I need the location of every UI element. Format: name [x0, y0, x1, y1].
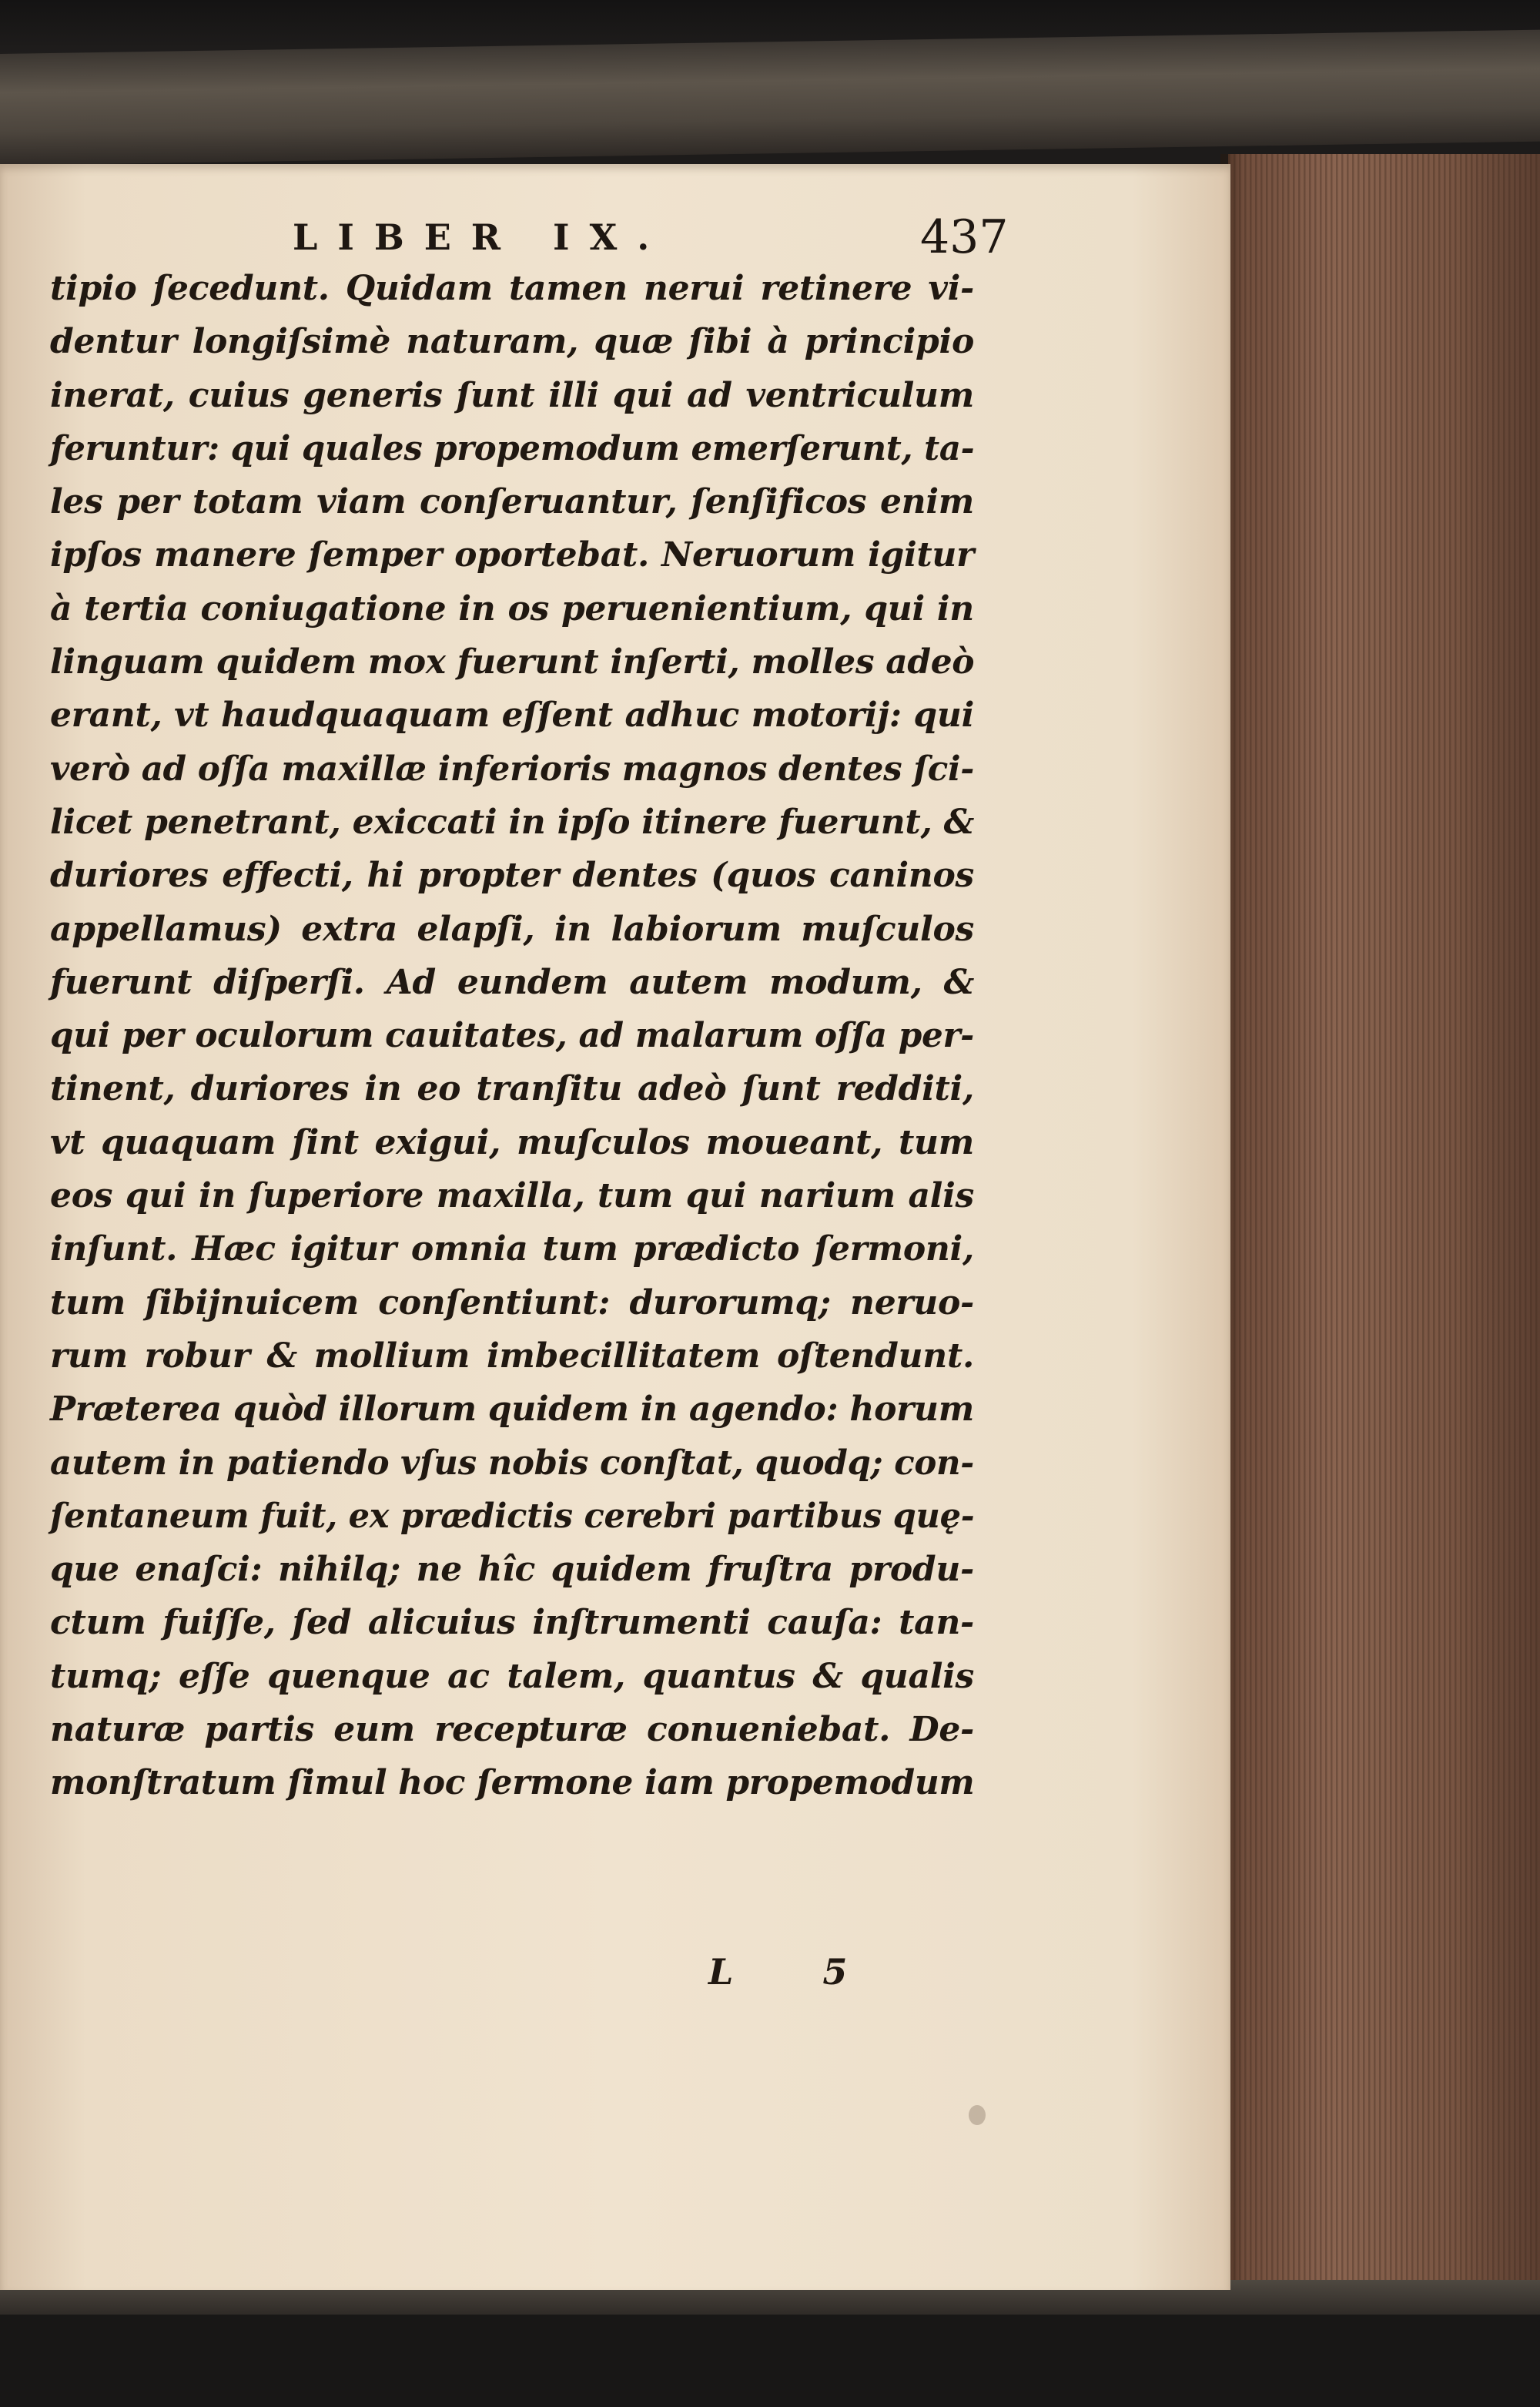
text-line: appellamus) extra elapſi, in labiorum muſculos [50, 909, 974, 949]
text-line: duriores effecti, hi propter dentes (quos caninos [50, 856, 974, 896]
text-line: autem in patiendo vſus nobis conſtat, quodq; con- [50, 1443, 974, 1483]
text-line: tum ſibijnuicem conſentiunt: durorumq; neruo- [50, 1282, 974, 1323]
text-line: inſunt. Hæc igitur omnia tum prædicto ſermoni, [50, 1229, 974, 1269]
text-line: monſtratum ſimul hoc ſermone iam propemodum [50, 1763, 975, 1803]
text-line: à tertia coniugatione in os peruenientium, qui in [50, 588, 974, 629]
book-cover-top-edge [0, 30, 1540, 166]
text-line: eos qui in ſuperiore maxilla, tum qui narium alis [50, 1176, 974, 1216]
text-line: licet penetrant, exiccati in ipſo itinere fuerunt, & [50, 802, 974, 842]
text-line: ſentaneum fuit, ex prædictis cerebri partibus quę- [50, 1496, 975, 1536]
ink-smudge [969, 2105, 986, 2125]
text-line: vt quaquam ſint exigui, muſculos moueant, tum [50, 1122, 974, 1162]
dark-background-bottom [0, 2315, 1540, 2407]
text-line: ipſos manere ſemper oportebat. Neruorum igitur [50, 535, 974, 575]
text-line: tumq; eſſe quenque ac talem, quantus & qualis [50, 1656, 974, 1696]
text-line: les per totam viam conſeruantur, ſenſificos enim [50, 482, 974, 522]
text-line: feruntur: qui quales propemodum emerſerunt, ta- [50, 428, 975, 468]
text-line: inerat, cuius generis ſunt illi qui ad ventriculum [50, 375, 974, 415]
text-line: que enaſci: nihilq; ne hîc quidem fruſtra produ- [50, 1550, 974, 1590]
text-line: fuerunt diſperſi. Ad eundem autem modum, & [50, 962, 974, 1002]
book-page [0, 164, 1230, 2290]
text-line: erant, vt haudquaquam eſſent adhuc motorij: qui [50, 696, 974, 736]
text-line: ctum fuiſſe, ſed alicuius inſtrumenti cauſa: tan- [50, 1603, 974, 1643]
page-number: 437 [920, 210, 1009, 264]
text-line: qui per oculorum cauitates, ad malarum oſſa per- [50, 1016, 974, 1056]
page-block-edges [1228, 154, 1540, 2295]
text-line: linguam quidem mox fuerunt inſerti, molles adeò [50, 642, 975, 682]
text-line: tipio ſecedunt. Quidam tamen nerui retinere vi- [50, 269, 974, 308]
body-text [50, 262, 974, 1810]
signature-mark: L 5 [708, 1951, 886, 1993]
text-line: Præterea quòd illorum quidem in agendo: horum [50, 1390, 974, 1430]
running-title: LIBER IX. [293, 216, 670, 258]
text-line: verò ad oſſa maxillæ inferioris magnos dentes ſci- [50, 749, 974, 789]
text-line: rum robur & mollium imbecillitatem oſtendunt. [50, 1336, 974, 1376]
text-line: naturæ partis eum recepturæ conueniebat. De- [50, 1710, 974, 1750]
text-line: dentur longiſsimè naturam, quæ ſibi à principio [50, 322, 974, 362]
text-line: tinent, duriores in eo tranſitu adeò ſunt redditi, [50, 1069, 974, 1109]
